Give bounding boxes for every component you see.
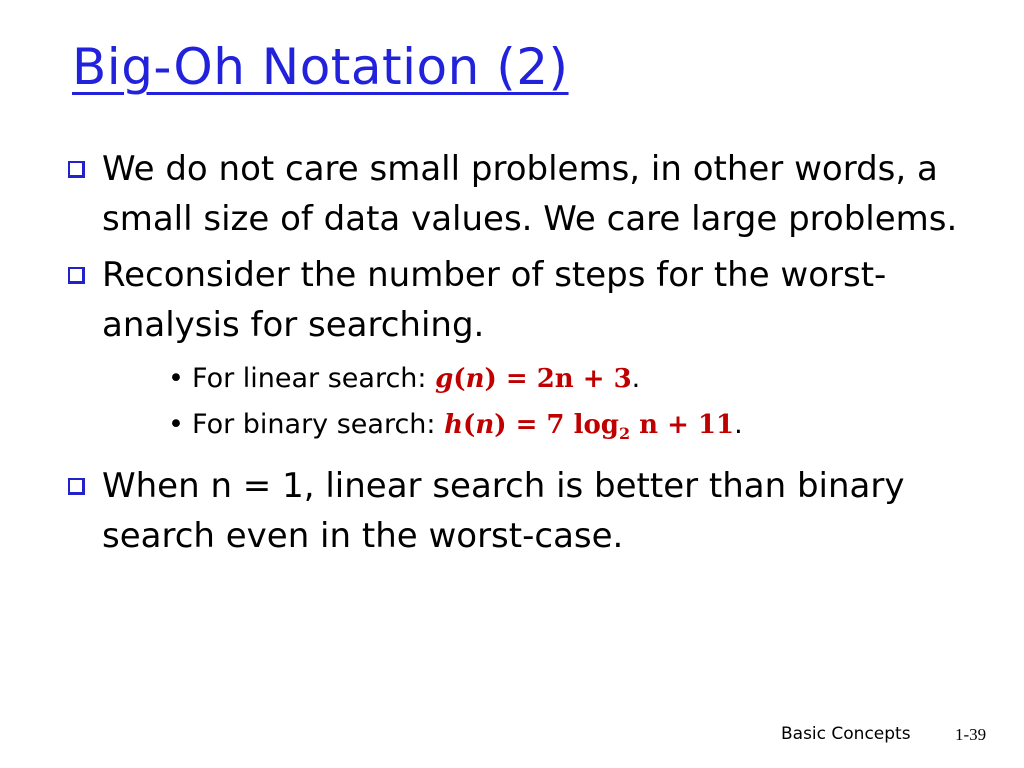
bullet-item [66,250,986,350]
square-bullet-icon [68,478,85,495]
bullet-list [66,144,986,567]
formula-fn: h [444,410,464,440]
formula-rhs: = 2n + 3 [505,364,632,394]
bullet-text: When n = 1, linear search is better than binary search even in the worst-case. [102,466,905,557]
binary-formula: h(n) = 7 $\log_2 n + 11$ [444,410,735,444]
linear-formula: g(n) = 2n + 3 [435,364,632,394]
formula-fn: g [435,364,454,394]
bullet-item [66,461,986,561]
formula-log-base: 2 [618,424,631,444]
square-bullet-icon [68,161,85,178]
formula-arg: n [465,364,485,394]
sub-bullet-label: For linear search: [192,363,436,394]
square-bullet-icon [68,267,85,284]
formula-rhs: = 7 log [515,410,619,440]
sub-bullet-binary [66,402,986,457]
formula-arg: n [475,410,495,440]
dot-bullet-icon: • [168,409,184,440]
sub-bullet-end: . [734,409,743,440]
page-number: 1-39 [955,725,987,744]
footer-label: Basic Concepts [781,724,911,744]
formula-tail: n + 11 [630,410,735,440]
slide-title: Big-Oh Notation (2) [72,38,569,96]
bullet-text: We do not care small problems, in other words, a small size of data values. We care large problems. [102,149,958,239]
sub-bullet-linear [66,356,986,402]
sub-bullet-end: . [631,363,641,394]
bullet-text: Reconsider the number of steps for the worst-analysis for searching. [102,255,887,345]
sub-bullet-label: For binary search: [192,409,445,440]
dot-bullet-icon: • [168,363,184,394]
bullet-item [66,144,986,244]
